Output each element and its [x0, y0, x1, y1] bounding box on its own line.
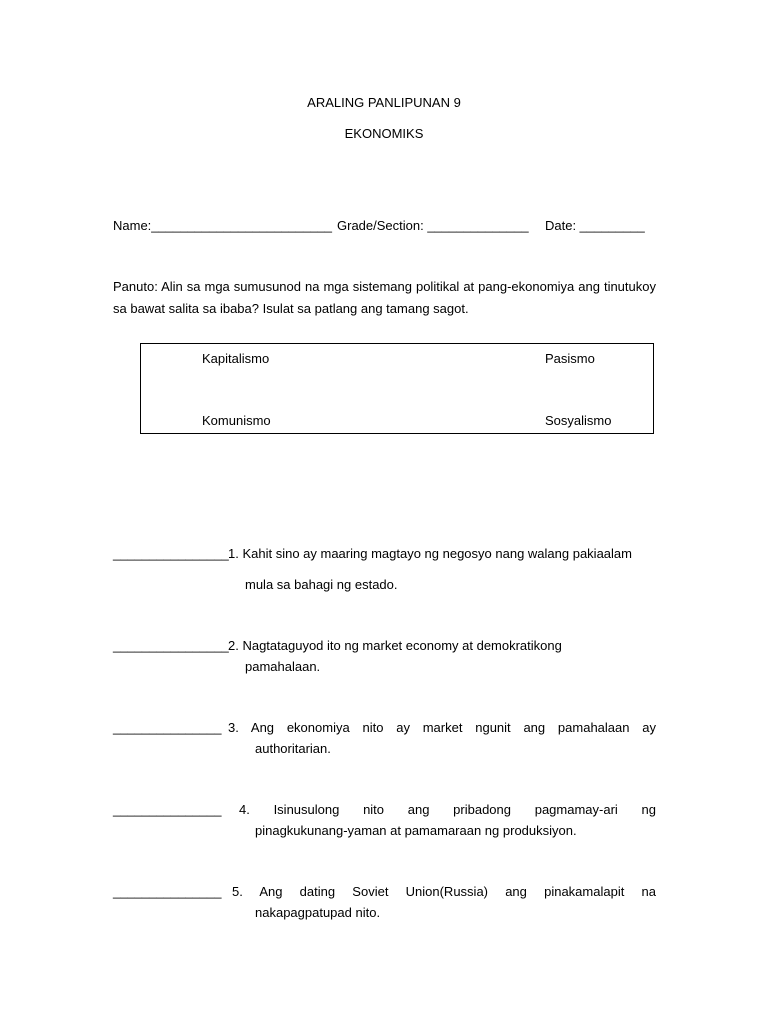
question-2-text: 2. Nagtataguyod ito ng market economy at demokratikong — [228, 638, 562, 653]
question-1-text: 1. Kahit sino ay maaring magtayo ng negosyo nang walang pakiaalam — [228, 546, 632, 561]
grade-section-field: Grade/Section: ______________ — [337, 218, 529, 233]
answer-blank-4: _______________ — [113, 802, 222, 817]
question-5-text: 5. Ang dating Soviet Union(Russia) ang pinakamalapit na — [232, 884, 656, 899]
choice-pasismo: Pasismo — [545, 351, 595, 366]
name-field: Name:_________________________ — [113, 218, 333, 233]
document-subtitle: EKONOMIKS — [344, 126, 424, 141]
choice-kapitalismo: Kapitalismo — [202, 351, 270, 366]
answer-blank-3: _______________ — [113, 720, 222, 735]
choice-komunismo: Komunismo — [202, 413, 271, 428]
question-3-text: 3. Ang ekonomiya nito ay market ngunit ang pamahalaan ay — [228, 720, 656, 735]
date-field: Date: _________ — [545, 218, 645, 233]
document-title: ARALING PANLIPUNAN 9 — [307, 95, 461, 110]
choices-box — [140, 343, 654, 434]
question-1-text-cont: mula sa bahagi ng estado. — [245, 577, 398, 592]
question-4-text-cont: pinagkukunang-yaman at pamamaraan ng produksiyon. — [255, 823, 577, 838]
question-3-text-cont: authoritarian. — [255, 741, 331, 756]
question-4-text: 4. Isinusulong nito ang pribadong pagmamay-ari ng — [239, 802, 656, 817]
answer-blank-5: _______________ — [113, 884, 222, 899]
instructions: Panuto: Alin sa mga sumusunod na mga sistemang politikal at pang-ekonomiya ang tinutukoy sa bawat salita sa ibaba? Isulat sa patlang ang tamang sagot. — [113, 279, 656, 316]
choice-sosyalismo: Sosyalismo — [545, 413, 612, 428]
answer-blank-2: ________________ — [113, 638, 229, 653]
question-5-text-cont: nakapagpatupad nito. — [255, 905, 381, 920]
answer-blank-1: ________________ — [113, 546, 229, 561]
question-2-text-cont: pamahalaan. — [245, 659, 321, 674]
